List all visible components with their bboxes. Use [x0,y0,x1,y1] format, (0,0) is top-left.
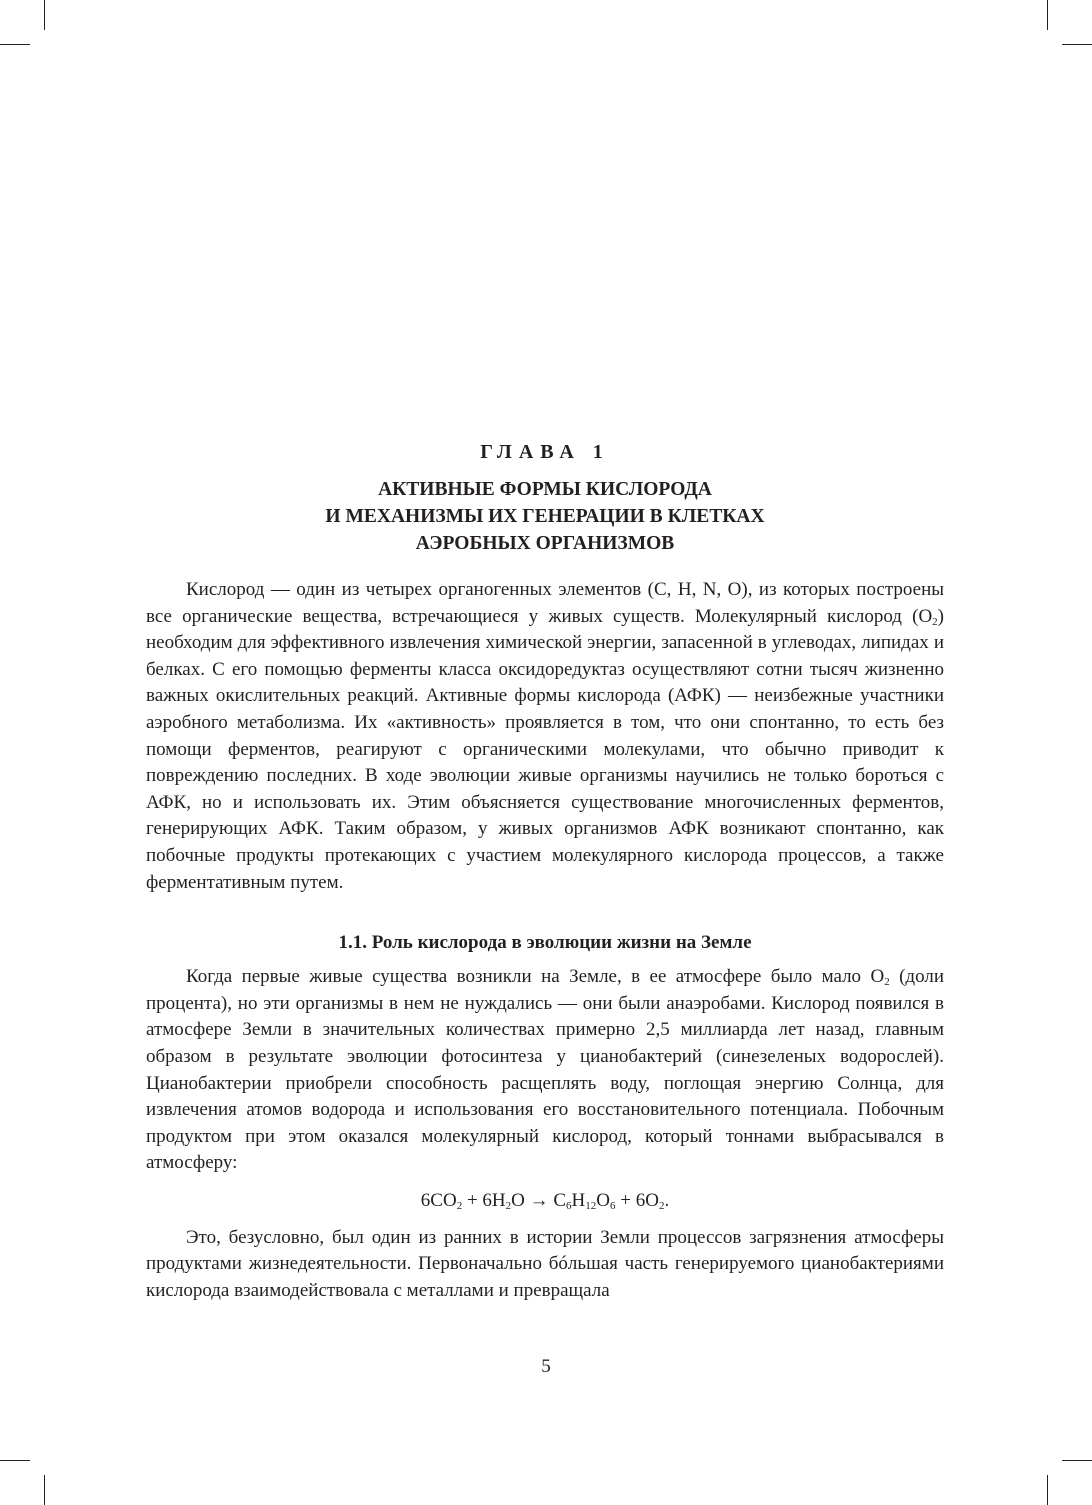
crop-mark-bottom-left [44,1475,45,1505]
section-heading: 1.1. Роль кислорода в эволюции жизни на Земле [338,932,752,954]
chapter-title [146,476,944,557]
crop-mark-top-left-h [0,44,30,45]
page-number: 5 [541,1356,551,1377]
chapter-title-line-1: АКТИВНЫЕ ФОРМЫ КИСЛОРОДА [378,479,712,500]
crop-mark-top-right-h [1062,44,1092,45]
page-content [146,438,944,1305]
chapter-label: ГЛАВА 1 [480,441,610,463]
section-paragraph-2: Это, безусловно, был один из ранних в истории Земли процессов загрязнения атмосферы продуктами жизнедеятельности. Первоначально бóльшая часть генерируемого цианобактериями кислорода взаимодействовала с металлами и превращала [146,1226,944,1302]
photosynthesis-equation: $6CO_2 + 6H_2O \to C_6H_{12}O_6 + 6O_2$. [420,1189,670,1212]
crop-mark-top-right [1047,0,1048,30]
crop-mark-top-left [44,0,45,30]
chapter-title-line-2: И МЕХАНИЗМЫ ИХ ГЕНЕРАЦИИ В КЛЕТКАХ [325,506,765,527]
intro-paragraph: Кислород — один из четырех органогенных элементов (C, H, N, O), из которых построены все органические вещества, встречающиеся у живых существ. Молекулярный кислород $(O_2)$ необходим для эффективного извлечения химической энергии, запасенной в углеводах, липидах и белках. С его помощью ферменты класса оксидоредуктаз осуществляют сотни тысяч жизненно важных окислительных реакций. Активные формы кислорода (АФК) — неизбежные участники аэробного метаболизма. Их «активность» проявляется в том, что они спонтанно, то есть без помощи ферментов, реагируют с органическими молекулами, что обычно приводит к повреждению последних. В ходе эволюции живые организмы научились не только бороться с АФК, но и использовать их. Этим объясняется существование многочисленных ферментов, генерирующих АФК. Таким образом, у живых организмов АФК возникают спонтанно, как побочные продукты протекающих с участием молекулярного кислорода процессов, а также ферментативным путем. [146,579,944,893]
crop-mark-bottom-left-h [0,1460,30,1461]
crop-mark-bottom-right [1047,1475,1048,1505]
section-paragraph-1: Когда первые живые существа возникли на Земле, в ее атмосфере было мало $O_2$ (доли процента), но эти организмы в нем не нуждались — они были анаэробами. Кислород появился в атмосфере Земли в значительных количествах примерно 2,5 миллиарда лет назад, главным образом в результате эволюции фотосинтеза у цианобактерий (синезеленых водорослей). Цианобактерии приобрели способность расщеплять воду, поглощая энергию Солнца, для извлечения атомов водорода и использования его восстановительного потенциала. Побочным продуктом при этом оказался молекулярный кислород, который тоннами выбрасывался в атмосферу: [146,966,944,1174]
crop-mark-bottom-right-h [1062,1460,1092,1461]
chapter-title-line-3: АЭРОБНЫХ ОРГАНИЗМОВ [415,533,675,554]
